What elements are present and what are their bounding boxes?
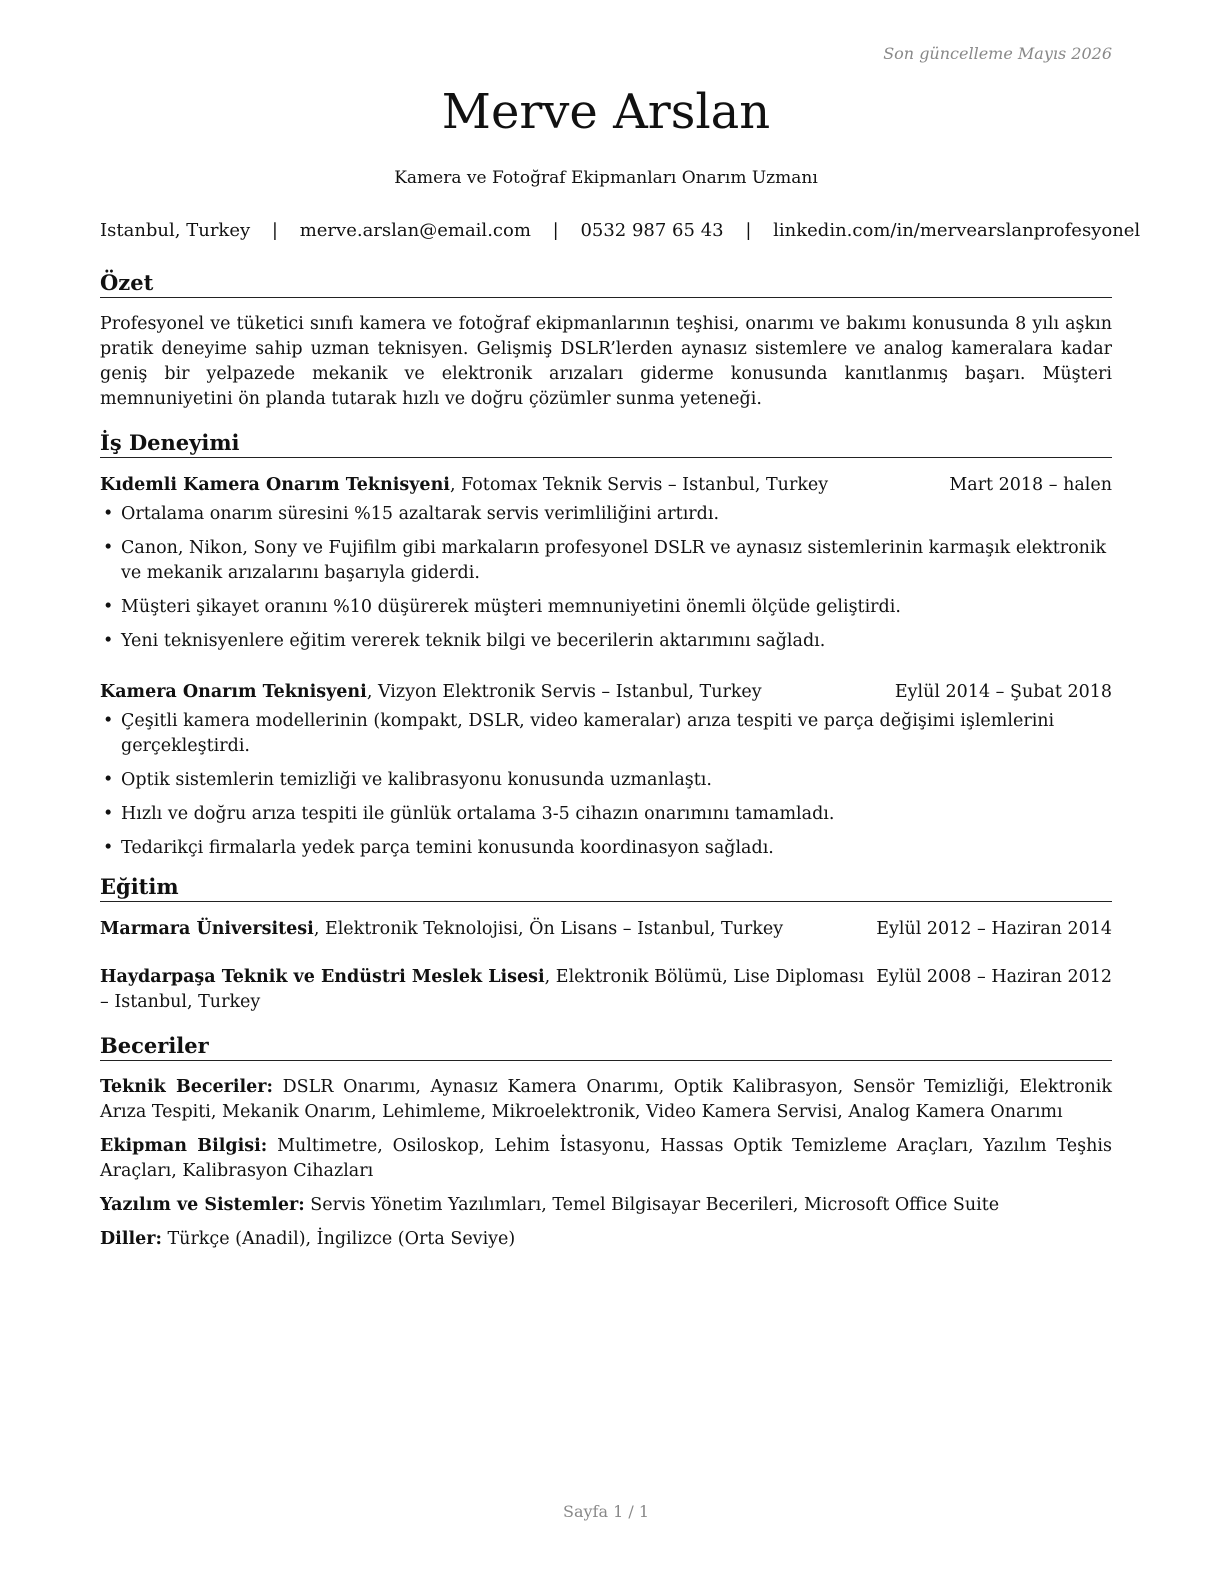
job-bullets — [100, 709, 1112, 861]
candidate-name: Merve Arslan — [441, 84, 771, 140]
list-item: • Müşteri şikayet oranını %10 düşürerek müşteri memnuniyetini önemli ölçüde geliştirdi. — [100, 595, 1112, 620]
job-dates: Mart 2018 – halen — [949, 475, 1112, 495]
skill-value: Türkçe (Anadil), İngilizce (Orta Seviye) — [161, 1229, 516, 1249]
list-item: • Hızlı ve doğru arıza tespiti ile günlük ortalama 3-5 cihazın onarımını tamamladı. — [100, 802, 1112, 827]
job-header — [100, 680, 1112, 705]
education-dates: Eylül 2008 – Haziran 2012 — [874, 965, 1112, 990]
list-item: • Tedarikçi firmalarla yedek parça temini konusunda koordinasyon sağladı. — [100, 836, 1112, 861]
education-entry — [100, 965, 1112, 1015]
summary-text: Profesyonel ve tüketici sınıfı kamera ve fotoğraf ekipmanlarının teşhisi, onarımı ve bakımı konusunda 8 yılı aşkın pratik deneyime sahip uzman teknisyen. Gelişmiş DSLR’lerden aynasız sistemlere ve analog kameralara kadar geniş bir yelpazede mekanik ve elektronik arızaları giderme konusunda kanıtlanmış başarı. Müşteri memnuniyetini ön planda tutarak hızlı ve doğru çözümler sunma yeteneği. — [100, 314, 1112, 409]
education-section — [100, 874, 1112, 1015]
contact-line — [100, 220, 1141, 241]
skill-row — [100, 1075, 1112, 1125]
last-updated: Son güncelleme Mayıs 2026 — [883, 44, 1112, 63]
contact-phone: 0532 987 65 43 — [580, 220, 724, 241]
job-entry — [100, 473, 1112, 654]
job-entry — [100, 680, 1112, 861]
job-bullets — [100, 502, 1112, 654]
experience-section — [100, 430, 1112, 870]
education-dates: Eylül 2012 – Haziran 2014 — [874, 917, 1112, 942]
list-item: • Yeni teknisyenlere eğitim vererek teknik bilgi ve becerilerin aktarımını sağladı. — [100, 629, 1112, 654]
summary-section — [100, 270, 1112, 412]
school-detail: , Elektronik Teknolojisi, Ön Lisans – Istanbul, Turkey — [313, 919, 784, 939]
job-role: Kamera Onarım Teknisyeni — [100, 682, 367, 702]
page-number: Sayfa 1 / 1 — [562, 1502, 649, 1521]
resume-page — [100, 0, 1141, 1584]
contact-location: Istanbul, Turkey — [100, 220, 251, 241]
skills-list — [100, 1075, 1112, 1252]
section-heading: Özet — [100, 270, 1112, 298]
skill-label: Yazılım ve Sistemler: — [100, 1195, 305, 1215]
skill-row — [100, 1134, 1112, 1184]
skill-label: Teknik Beceriler: — [100, 1077, 273, 1097]
contact-email[interactable]: merve.arslan@email.com — [299, 220, 531, 241]
school-name: Marmara Üniversitesi — [100, 919, 314, 939]
separator: | — [271, 220, 278, 241]
skill-value: Servis Yönetim Yazılımları, Temel Bilgisayar Becerileri, Microsoft Office Suite — [304, 1195, 1000, 1215]
skill-label: Ekipman Bilgisi: — [100, 1136, 268, 1156]
school-name: Haydarpaşa Teknik ve Endüstri Meslek Lisesi — [100, 967, 545, 987]
section-heading: Beceriler — [100, 1033, 1112, 1061]
skills-section — [100, 1033, 1112, 1261]
candidate-title: Kamera ve Fotoğraf Ekipmanları Onarım Uzmanı — [394, 168, 818, 188]
skill-value: DSLR Onarımı, Aynasız Kamera Onarımı, Optik Kalibrasyon, Sensör Temizliği, Elektronik Arıza Tespiti, Mekanik Onarım, Lehimleme, Mikroelektronik, Video Kamera Servisi, Analog Kamera Onarımı — [100, 1077, 1112, 1122]
skill-value: Multimetre, Osiloskop, Lehim İstasyonu, Hassas Optik Temizleme Araçları, Yazılım Teşhis Araçları, Kalibrasyon Cihazları — [100, 1136, 1112, 1181]
list-item: • Canon, Nikon, Sony ve Fujifilm gibi markaların profesyonel DSLR ve aynasız sistemlerinin karmaşık elektronik ve mekanik arızalarını başarıyla giderdi. — [100, 536, 1112, 586]
separator: | — [745, 220, 752, 241]
skill-label: Diller: — [100, 1229, 162, 1249]
job-dates: Eylül 2014 – Şubat 2018 — [894, 682, 1112, 702]
job-company: , Fotomax Teknik Servis – Istanbul, Turkey — [449, 475, 829, 495]
section-heading: İş Deneyimi — [100, 430, 1112, 458]
job-header — [100, 473, 1112, 498]
list-item: • Optik sistemlerin temizliği ve kalibrasyonu konusunda uzmanlaştı. — [100, 768, 1112, 793]
list-item: • Çeşitli kamera modellerinin (kompakt, DSLR, video kameralar) arıza tespiti ve parça değişimi işlemlerini gerçekleştirdi. — [100, 709, 1112, 759]
separator: | — [552, 220, 559, 241]
skill-row — [100, 1193, 1112, 1218]
job-company: , Vizyon Elektronik Servis – Istanbul, Turkey — [366, 682, 762, 702]
skill-row — [100, 1227, 1112, 1252]
section-heading: Eğitim — [100, 874, 1112, 902]
contact-linkedin[interactable]: linkedin.com/in/mervearslanprofesyonel — [773, 220, 1141, 241]
education-entry — [100, 917, 1112, 942]
list-item: • Ortalama onarım süresini %15 azaltarak servis verimliliğini artırdı. — [100, 502, 1112, 527]
job-role: Kıdemli Kamera Onarım Teknisyeni — [100, 475, 450, 495]
school-detail: , Elektronik Bölümü, Lise Diploması – Istanbul, Turkey — [100, 967, 865, 1012]
